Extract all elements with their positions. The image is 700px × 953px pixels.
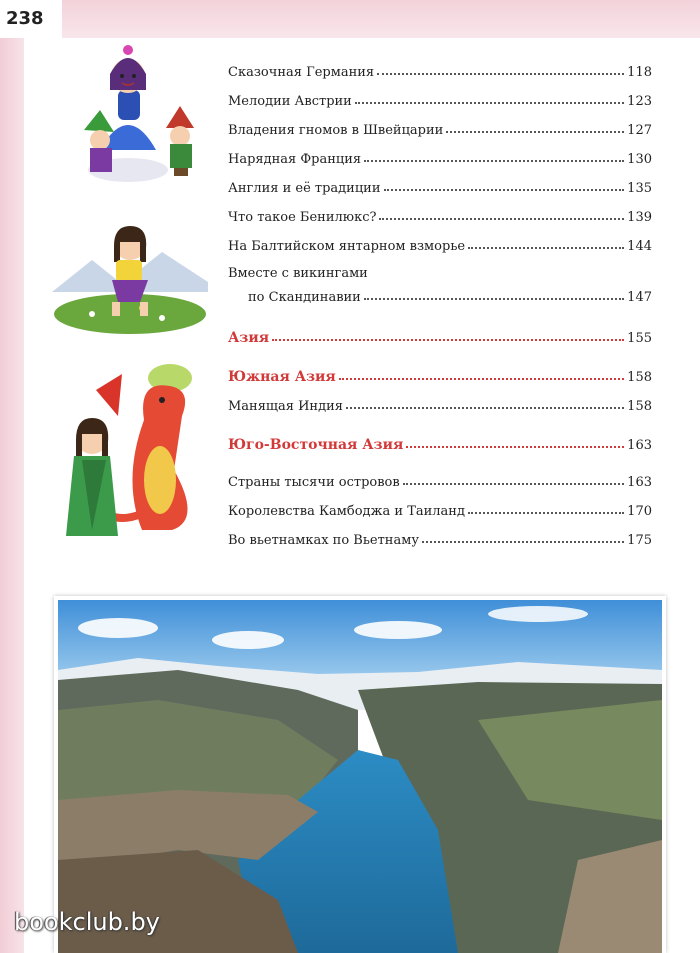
girl-meadow-illustration [52,222,208,334]
toc-entry[interactable]: по Скандинавии 147 [248,290,652,305]
page-edge-left [0,0,24,953]
toc-entry-line1[interactable]: Вместе с викингами [228,266,368,281]
fjord-photo [58,600,662,953]
toc-entry[interactable]: Владения гномов в Швейцарии 127 [228,123,652,138]
toc-entry[interactable]: Королевства Камбоджа и Таиланд 170 [228,504,652,519]
girl-dragon-illustration [52,360,212,550]
toc-entry[interactable]: Нарядная Франция 130 [228,152,652,167]
toc-section-heading[interactable]: Азия 155 [228,330,652,346]
watermark-text: bookclub.by [14,908,160,936]
toc-entry[interactable]: Манящая Индия 158 [228,399,652,414]
photo-frame [54,596,666,953]
toc-entry[interactable]: Что такое Бенилюкс? 139 [228,210,652,225]
page-edge-top [0,0,700,38]
toc-entry[interactable]: Мелодии Австрии 123 [228,94,652,109]
toc-section-heading[interactable]: Юго-Восточная Азия 163 [228,437,652,453]
page-number: 238 [0,0,62,38]
toc-entry[interactable]: Страны тысячи островов 163 [228,475,652,490]
princess-gnomes-illustration [70,40,210,190]
toc-entry[interactable]: Во вьетнамках по Вьетнаму 175 [228,533,652,548]
toc-entry[interactable]: На Балтийском янтарном взморье 144 [228,239,652,254]
toc-entry[interactable]: Англия и её традиции 135 [228,181,652,196]
toc-entry[interactable]: Сказочная Германия 118 [228,65,652,80]
toc-section-heading[interactable]: Южная Азия 158 [228,369,652,385]
